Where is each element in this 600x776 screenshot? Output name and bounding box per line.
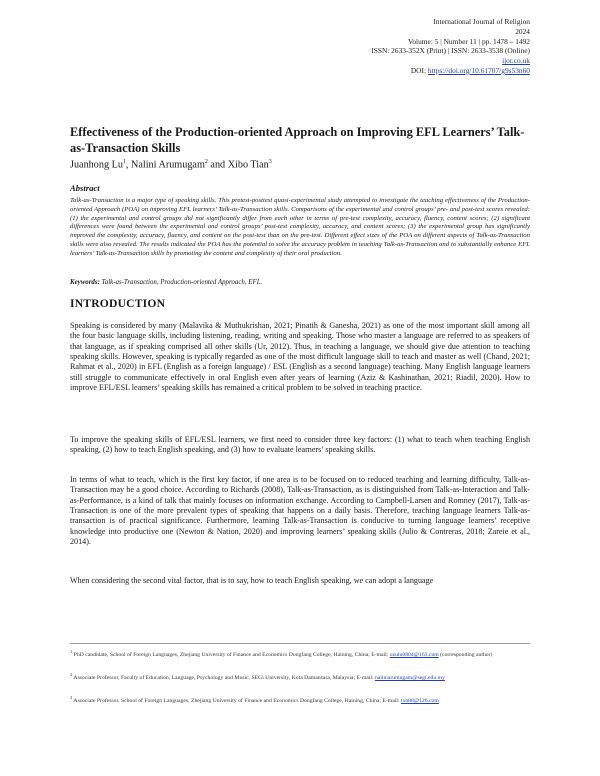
abstract-text: Talk-as-Transaction is a major type of speaking skills. This pretest-posttest quasi-experimental study attempted to investigate the teaching effectiveness of the Production-oriented Approach (POA) on improving EFL learners’ Talk-as-Transaction skills. Comparisons of the experimental and control groups’ pre- and post-test scores revealed: (1) the experimental and control groups did not significantly differ from each other in terms of pre-test complexity, accuracy, fluency, content scores; (2) significant differences were found between the experimental and control groups’ post-test complexity, accuracy, and content scores; (3) the experimental group has significantly improved the complexity, accuracy, fluency, and content on the post-test than on the pre-test. Different effect sizes of the POA on different aspects of Talk-as-Transaction skills were also revealed. The results indicated the POA has the potential to solve the accuracy problem in teaching Talk-as-Transaction and to substantially enhance EFL learners’ Talk-as-Transaction skills by promoting the content and complexity of their oral production. xyxy=(70,197,530,257)
doi-link[interactable]: https://doi.org/10.61707/g9s53n60 xyxy=(427,65,530,75)
body-paragraph: In terms of what to teach, which is the first key factor, if one area is to be focused on to reduced teaching and learning difficulty, Talk-as-Transaction may be a good choice. According to Richards (2008), Talk-as-Transaction, as is distinguished from Talk-as-Interaction and Talk-as-Performance, is a kind of talk that mainly focuses on information exchange. According to Campbell-Larsen and Romney (2017), Talk-as-Transaction is one of the more prevalent types of speaking that happens on a daily basis. Therefore, teaching language learners Talk-as-transaction is of practical significance. Furthermore, learning Talk-as-Transaction is conducive to turning language learners’ receptive knowledge into productive one (Newton & Nation, 2020) and improving learners’ speaking skills (Julio & Contreras, 2018; Zareie et al., 2014). xyxy=(70,475,530,547)
footnote-text: Associate Professor, School of Foreign Languages, Zhejiang University of Finance and Economics Dongfang College, Haining, China; E-mail: xyxy=(73,697,401,704)
author-list xyxy=(70,159,272,170)
body-paragraph: To improve the speaking skills of EFL/ESL learners, we first need to consider three key factors: (1) what to teach when teaching English speaking, (2) how to teach English speaking, and (3) how to evaluate learners’ speaking skills. xyxy=(70,435,530,455)
footnote-3 xyxy=(70,694,530,705)
footnote-text: PhD candidate, School of Foreign Languages, Zhejiang University of Finance and Economics Dongfang College, Haining, China; E-mail: xyxy=(73,651,390,658)
journal-issn: ISSN: 2633-352X (Print) | ISSN: 2633-3538 (Online) xyxy=(371,46,530,56)
footnote-mark: 1 xyxy=(70,649,73,654)
author-name: Xibo Tian xyxy=(227,159,269,171)
keywords-text: Talk-as-Transaction, Production-oriented Approach, EFL. xyxy=(101,279,263,286)
body-paragraph: Speaking is considered by many (Malavika & Muthukrishan, 2021; Pinatih & Ganesha, 2021) as one of the most important skill among all the four basic language skills, including listening, reading, writing and speaking. Those who master a language are referred to as speakers of that language, as if speaking comprised all other skills (Ur, 2012). Thus, in teaching a language, we should give due attention to teaching speaking skills. However, speaking is typically regarded as one of the most difficult language skill to teach and master as well (Chand, 2021; Rahmat et al., 2020) in EFL (English as a foreign language) / ESL (English as a second language) teaching. Many English language learners still struggle to communicate effectively in oral English even after years of learning (Aziz & Kashinathan, 2021; Riadil, 2020). How to improve EFL/ESL learners’ speaking skills has remained a critical problem to be solved in teaching practice. xyxy=(70,321,530,393)
author-name: Juanhong Lu xyxy=(70,159,123,171)
author-mark: 3 xyxy=(268,159,272,165)
author-name: Nalini Arumugam xyxy=(131,159,205,171)
author-separator: and xyxy=(207,159,228,171)
body-paragraph: When considering the second vital factor, that is to say, how to teach English speaking, we can adopt a language xyxy=(70,576,434,585)
footnote-mark: 2 xyxy=(70,672,73,677)
footnote-text: Associate Professor, Faculty of Education, Language, Psychology and Music, SEGi University, Kota Damansara, Malaysia; E-mail: xyxy=(73,674,375,681)
journal-name: International Journal of Religion xyxy=(433,17,530,26)
journal-header xyxy=(371,17,530,76)
keywords-label: Keywords: xyxy=(70,279,100,286)
author-mark: 1 xyxy=(122,159,126,165)
introduction-heading: INTRODUCTION xyxy=(70,297,166,310)
footnote-2 xyxy=(70,671,530,682)
footnote-mark: 3 xyxy=(70,695,73,700)
journal-volume: Volume: 5 | Number 11 | pp. 1478 – 1492 xyxy=(407,36,530,46)
journal-website-link[interactable]: ijor.co.uk xyxy=(502,56,530,66)
footnote-1 xyxy=(70,648,530,659)
author-separator: , xyxy=(125,159,132,171)
doi-row xyxy=(371,66,530,76)
author-mark: 2 xyxy=(204,159,208,165)
journal-year: 2024 xyxy=(515,26,530,36)
keywords-line xyxy=(70,279,530,286)
footnote-tail: (corresponding author) xyxy=(438,651,493,658)
footnote-divider xyxy=(70,643,530,644)
doi-label: DOI: xyxy=(410,65,427,75)
footnote-email-link[interactable]: naliniarumugam@segi.edu.my xyxy=(374,674,445,681)
article-title: Effectiveness of the Production-oriented Approach on Improving EFL Learners’ Talk-as-Transaction Skills xyxy=(70,125,525,155)
footnote-email-link[interactable]: ozulu0804@163.com xyxy=(389,651,439,658)
footnote-email-link[interactable]: txb88@126.com xyxy=(400,697,439,704)
abstract-heading: Abstract xyxy=(70,183,100,193)
